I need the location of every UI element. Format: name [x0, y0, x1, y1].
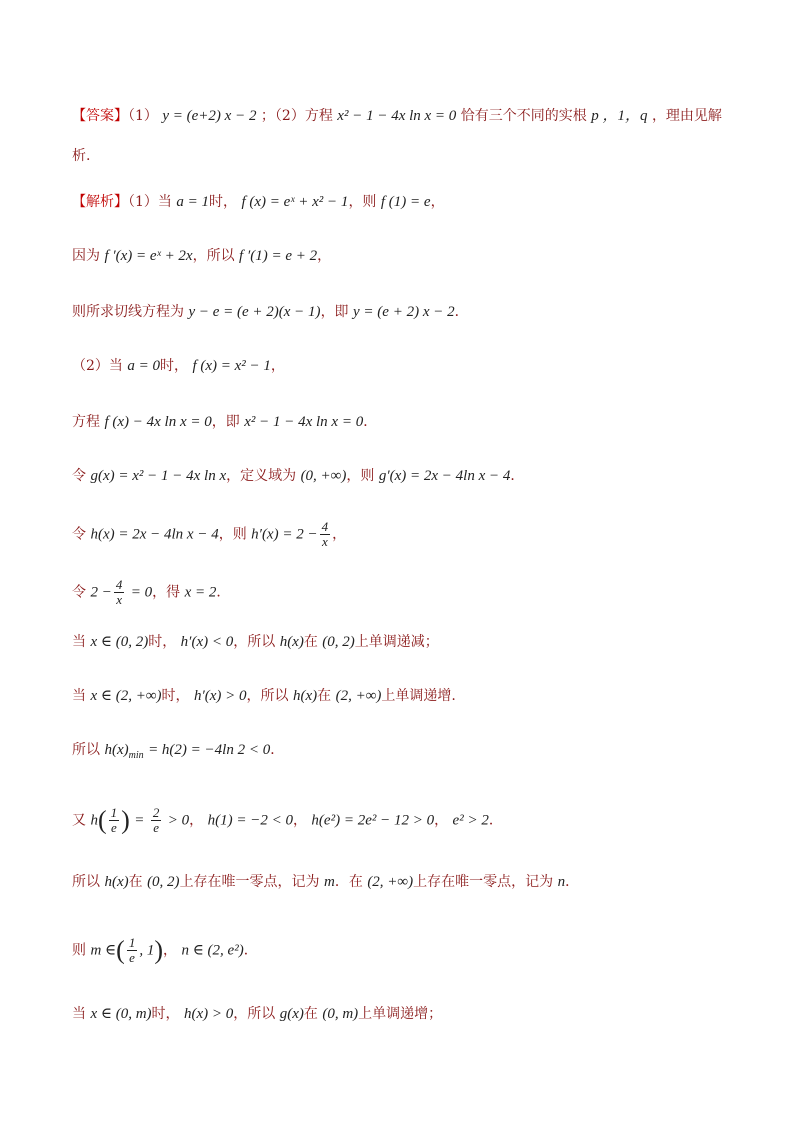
answer-line: 【答案】（1） y = (e+2) x − 2 ；（2）方程 x² − 1 − 4x ln x = 0 恰有三个不同的实根 p ，1，q ，理由见解 — [72, 108, 722, 124]
analysis-line-9: 当 x ∈ (0, 2)时， h′(x) < 0，所以 h(x)在 (0, 2)上单调递减； — [72, 634, 439, 650]
answer-tag: 【答案】 — [72, 108, 128, 124]
analysis-line-8: 令 2 − $\frac{4}{x}$ = 0，得 x = 2． — [72, 577, 231, 607]
fraction: $\frac{1}{e}$ — [128, 935, 136, 965]
fraction: $\frac{4}{x}$ — [115, 577, 123, 607]
analysis-line-5: 方程 f (x) − 4x ln x = 0，即 x² − 1 − 4x ln x = 0． — [72, 414, 378, 430]
answer-line-cont: 析. — [72, 148, 91, 164]
analysis-line-4: （2）当 a = 0时， f (x) = x² − 1， — [72, 358, 285, 374]
analysis-line-13: 所以 h(x)在 (0, 2)上存在唯一零点，记为 m．在 (2, +∞)上存在唯一零点，记为 n． — [72, 874, 580, 890]
fraction: $\frac{2}{e}$ — [152, 805, 160, 835]
fraction: $\frac{1}{e}$ — [110, 805, 118, 835]
analysis-line-10: 当 x ∈ (2, +∞)时， h′(x) > 0，所以 h(x)在 (2, +∞)上单调递增. — [72, 688, 456, 704]
analysis-line-6: 令 g(x) = x² − 1 − 4x ln x，定义域为 (0, +∞)，则 g′(x) = 2x − 4ln x − 4． — [72, 468, 525, 484]
analysis-line-14: 则 m ∈( $\frac{1}{e}$ , 1)， n ∈ (2, e²)． — [72, 935, 258, 965]
analysis-line-2: 因为 f ′(x) = eˣ + 2x，所以 f ′(1) = e + 2， — [72, 248, 332, 264]
fraction: $\frac{4}{x}$ — [321, 519, 329, 549]
answer-roots: p ，1，q — [591, 108, 648, 124]
answer-equation: x² − 1 − 4x ln x = 0 — [337, 108, 457, 124]
analysis-line-15: 当 x ∈ (0, m)时， h(x) > 0，所以 g(x)在 (0, m)上单调递增； — [72, 1006, 443, 1022]
analysis-tag: 【解析】 — [72, 194, 128, 210]
analysis-line-11: 所以 $h(x)_{min} = h(2) = -4\ln$ 2 < 0． — [72, 742, 285, 761]
analysis-line-3: 则所求切线方程为 y − e = (e + 2)(x − 1)，即 y = (e + 2) x − 2． — [72, 304, 469, 320]
analysis-line-12: 又 h( $\frac{1}{e}$ ) = $\frac{2}{e}$ > 0， h(1) = −2 < 0， h(e²) = 2e² − 12 > 0， e² > 2． — [72, 805, 503, 835]
answer-part1-math: y = (e+2) x − 2 — [162, 108, 257, 124]
analysis-line-7: 令 h(x) = 2x − 4ln x − 4，则 h′(x) = 2 − $\frac{4}{x}$ ， — [72, 519, 347, 549]
analysis-line-1: 【解析】（1）当 a = 1时， f (x) = eˣ + x² − 1，则 f (1) = e， — [72, 194, 445, 210]
